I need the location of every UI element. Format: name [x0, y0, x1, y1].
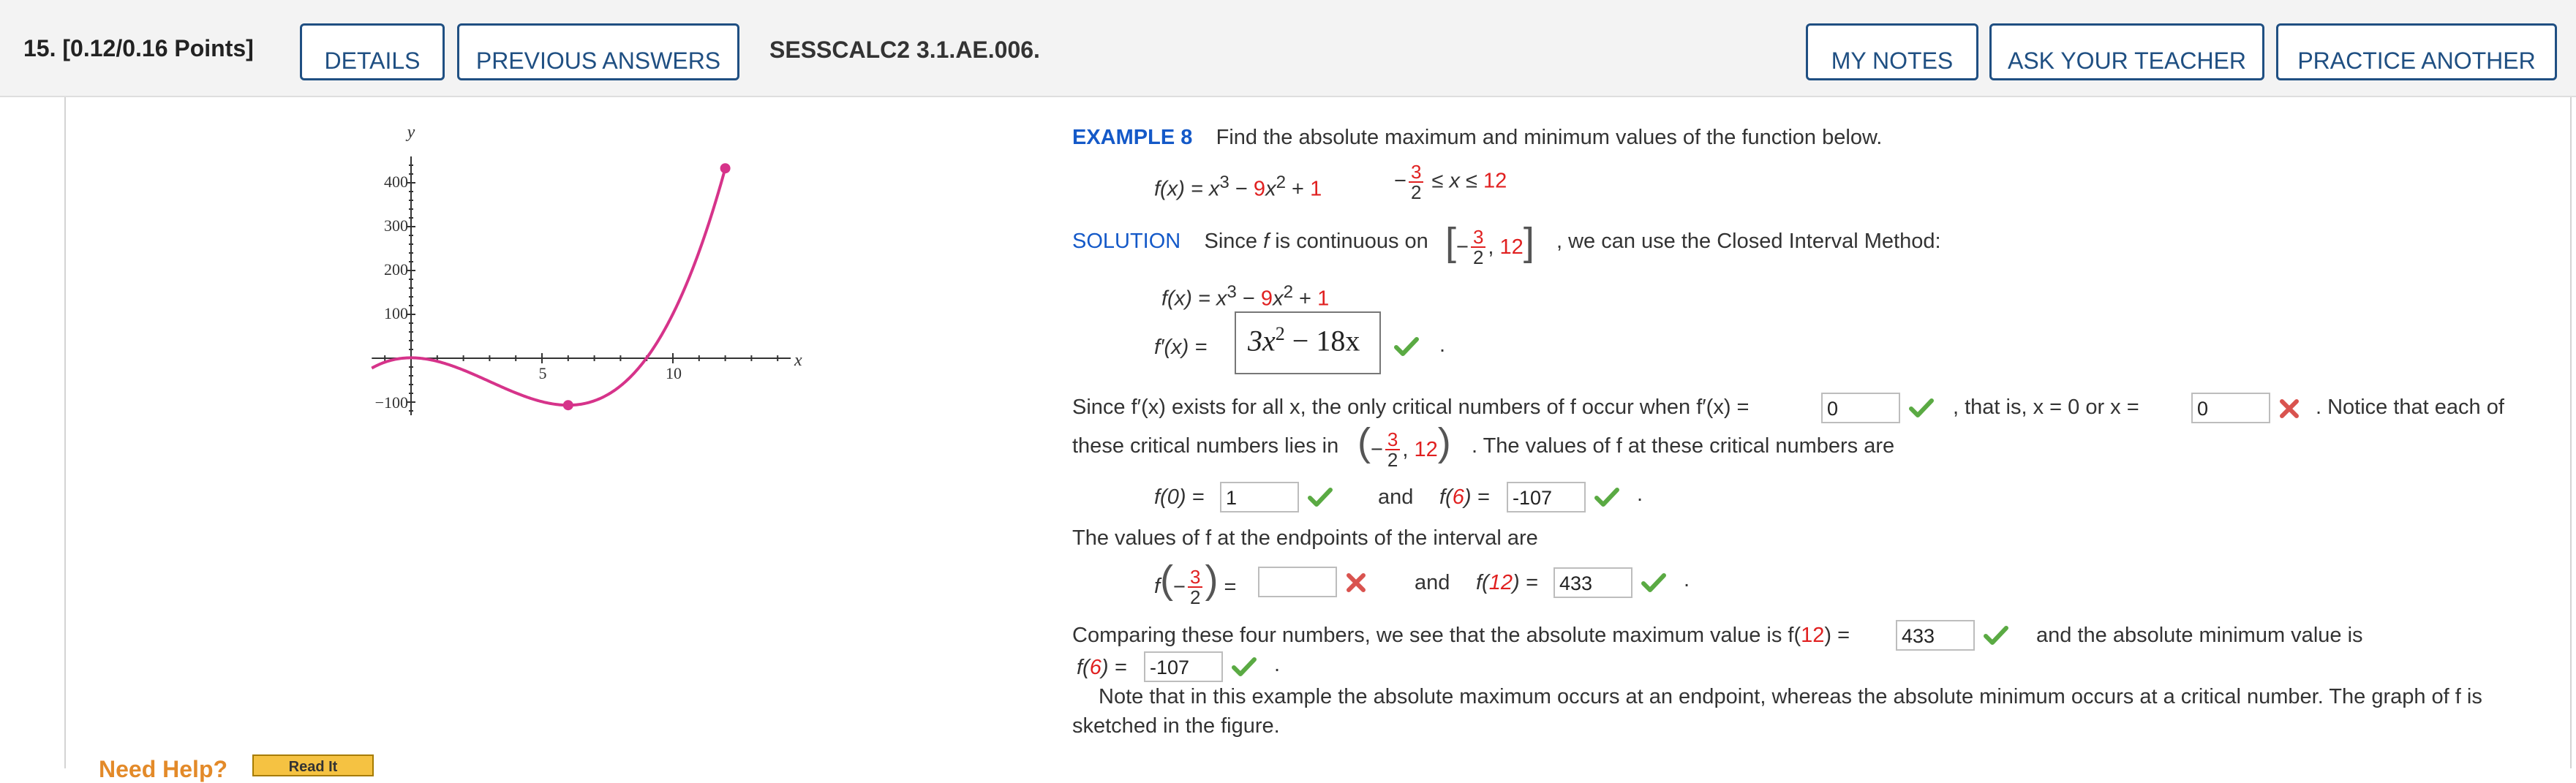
solution-text: Since	[1204, 230, 1264, 253]
ask-your-teacher-button[interactable]: ASK YOUR TEACHER	[1989, 23, 2264, 80]
compare-f6-label	[1077, 656, 1127, 680]
and-text: and	[1415, 571, 1450, 594]
min-value-input[interactable]: -107	[1144, 651, 1223, 682]
f-letter-glyph: f	[1154, 575, 1161, 598]
compare-text-2: and the absolute minimum value is	[2036, 624, 2363, 647]
critical-text-1: Since f′(x) exists for all x, the only critical numbers of f occur when f′(x) =	[1072, 396, 1750, 419]
compare-num: 12	[1801, 624, 1825, 647]
interval-bracket	[1445, 219, 1534, 267]
function-graph	[351, 117, 819, 431]
f0-answer-input[interactable]: 1	[1220, 482, 1299, 512]
correct-check-icon	[1308, 487, 1333, 507]
f-symbol: f	[1263, 230, 1270, 253]
fx-lhs: f(x) = x	[1161, 287, 1227, 311]
f0-label: f(0) =	[1154, 485, 1205, 509]
correct-check-icon	[1232, 657, 1257, 677]
left-divider	[64, 97, 66, 768]
minus-sign: −	[1173, 575, 1186, 599]
note-line-2: sketched in the figure.	[1072, 714, 1280, 738]
correct-check-icon	[1909, 398, 1934, 418]
correct-check-icon	[1394, 336, 1419, 357]
exponent-2: 2	[1283, 282, 1293, 302]
my-notes-button[interactable]: MY NOTES	[1806, 23, 1978, 80]
comma-glyph: ,	[1488, 235, 1500, 259]
f6-num: 6	[1452, 485, 1464, 509]
incorrect-x-icon	[1346, 572, 1366, 593]
open-interval	[1357, 420, 1451, 472]
fraction-three-halves	[1188, 567, 1202, 607]
compare-post: ) =	[1824, 624, 1850, 647]
period: .	[1274, 653, 1281, 676]
f6-answer-input[interactable]: -107	[1507, 482, 1586, 512]
solution-method: , we can use the Closed Interval Method:	[1556, 230, 1941, 253]
fx-line	[1161, 282, 1329, 311]
interval-right: 12	[1414, 437, 1438, 461]
previous-answers-button[interactable]: PREVIOUS ANSWERS	[457, 23, 739, 80]
compare-text-1	[1072, 624, 1850, 648]
critical-text-3: . Notice that each of	[2316, 396, 2504, 419]
need-help-label: Need Help?	[99, 756, 228, 782]
right-paren-glyph: )	[1437, 420, 1451, 464]
solution-text: is continuous on	[1269, 230, 1428, 253]
left-bracket-glyph: [	[1445, 220, 1457, 264]
x-tick-label: 10	[666, 364, 682, 382]
denominator: 2	[1387, 449, 1398, 472]
denominator: 2	[1189, 586, 1201, 609]
f6-post: ) =	[1464, 485, 1490, 509]
fraction-three-halves	[1471, 227, 1485, 267]
constant-1: 1	[1317, 287, 1330, 311]
example-label: EXAMPLE 8	[1072, 126, 1193, 149]
right-divider	[2570, 97, 2572, 768]
y-tick-label: −100	[374, 393, 408, 412]
f6-label	[1439, 485, 1490, 510]
critical-text-4: these critical numbers lies in	[1072, 434, 1339, 458]
coefficient-9: 9	[1260, 287, 1273, 311]
fraction-three-halves	[1409, 162, 1423, 202]
practice-another-button[interactable]: PRACTICE ANOTHER	[2276, 23, 2557, 80]
interval-right: 12	[1483, 169, 1507, 193]
compare-pre: Comparing these four numbers, we see that the absolute maximum value is f(	[1072, 624, 1801, 647]
y-axis-label: y	[407, 123, 415, 142]
question-code: SESSCALC2 3.1.AE.006.	[769, 37, 1040, 63]
details-button[interactable]: DETAILS	[300, 23, 445, 80]
read-it-button[interactable]: Read It	[252, 754, 374, 776]
f6-pre: f(	[1439, 485, 1453, 509]
compare-f6-pre: f(	[1077, 656, 1090, 679]
numerator: 3	[1188, 567, 1202, 588]
y-tick-label: 400	[384, 173, 408, 191]
question-number: 15. [0.12/0.16 Points]	[23, 35, 254, 61]
fprime-term: 3x	[1248, 324, 1276, 358]
comma-glyph: ,	[1402, 437, 1415, 461]
inequality: ≤ x ≤	[1431, 169, 1477, 193]
period: .	[1637, 483, 1643, 506]
right-paren-glyph: )	[1205, 558, 1219, 602]
fprime-tail: − 18x	[1284, 324, 1360, 358]
left-paren-glyph: (	[1357, 420, 1371, 464]
interval-definition	[1394, 162, 1507, 202]
x-variable: x	[1265, 177, 1276, 201]
f12-label	[1476, 571, 1538, 595]
endpoints-intro: The values of f at the endpoints of the interval are	[1072, 526, 1538, 550]
f12-num: 12	[1488, 571, 1513, 594]
left-paren-glyph: (	[1160, 558, 1174, 602]
numerator: 3	[1385, 430, 1400, 450]
and-text: and	[1378, 485, 1414, 509]
correct-check-icon	[1984, 625, 2008, 646]
denominator: 2	[1410, 181, 1422, 203]
correct-check-icon	[1594, 487, 1619, 507]
coefficient-9: 9	[1253, 177, 1266, 201]
numerator: 3	[1471, 227, 1485, 248]
x-axis-label: x	[794, 351, 802, 370]
question-header	[0, 0, 2576, 97]
solution-label: SOLUTION	[1072, 230, 1181, 253]
constant-1: 1	[1310, 177, 1322, 201]
critical-text-2: , that is, x = 0 or x =	[1953, 396, 2139, 419]
f12-pre: f(	[1476, 571, 1489, 594]
correct-check-icon	[1641, 572, 1666, 593]
solution-line	[1072, 230, 1428, 254]
period: .	[1684, 568, 1690, 591]
f12-answer-input[interactable]: 433	[1553, 567, 1632, 598]
maximum-point	[720, 163, 731, 173]
f12-post: ) =	[1512, 571, 1538, 594]
example-prompt: Find the absolute maximum and minimum values of the function below.	[1216, 126, 1883, 149]
plus-sign: +	[1293, 287, 1318, 311]
critical-answer-input-2[interactable]: 0	[2191, 393, 2270, 423]
example-prompt-line	[1072, 126, 1882, 150]
minimum-point	[563, 400, 573, 410]
exponent-3: 3	[1227, 282, 1237, 302]
y-tick-label: 200	[384, 260, 408, 279]
f-neg-label	[1154, 557, 1236, 607]
max-value-input[interactable]: 433	[1896, 620, 1975, 651]
minus-sign: −	[1370, 437, 1383, 461]
fprime-exponent: 2	[1275, 323, 1285, 344]
compare-f6-post: ) =	[1101, 656, 1127, 679]
numerator: 3	[1409, 162, 1423, 183]
y-tick-label: 100	[384, 304, 408, 322]
note-line-1: Note that in this example the absolute maximum occurs at an endpoint, whereas the absolute minimum occurs at a critical number. The graph of f is	[1099, 685, 2482, 708]
interval-right: 12	[1499, 235, 1524, 259]
denominator: 2	[1472, 246, 1484, 269]
minus-sign: −	[1236, 287, 1261, 311]
critical-text-5: . The values of f at these critical numbers are	[1472, 434, 1895, 458]
f-neg-answer-input[interactable]	[1258, 567, 1337, 597]
exponent-2: 2	[1276, 173, 1286, 192]
critical-answer-input-1[interactable]: 0	[1821, 393, 1900, 423]
minus-sign: −	[1229, 177, 1254, 201]
fraction-three-halves	[1385, 428, 1400, 472]
fprime-label: f′(x) =	[1154, 336, 1208, 359]
right-bracket-glyph: ]	[1523, 220, 1534, 264]
fprime-answer-box[interactable]	[1235, 311, 1381, 374]
equals-glyph: =	[1218, 575, 1237, 599]
x-tick-label: 5	[538, 364, 547, 382]
incorrect-x-icon	[2279, 398, 2300, 419]
period: .	[1439, 333, 1446, 357]
x-variable: x	[1273, 287, 1284, 311]
function-lhs: f(x) = x	[1154, 177, 1220, 201]
compare-f6-num: 6	[1089, 656, 1101, 679]
graph-axes	[372, 156, 791, 415]
minus-sign: −	[1394, 169, 1406, 193]
exponent-3: 3	[1219, 173, 1229, 192]
minus-sign: −	[1456, 235, 1469, 259]
plus-sign: +	[1286, 177, 1311, 201]
function-definition	[1154, 173, 1322, 202]
y-tick-label: 300	[384, 216, 408, 235]
